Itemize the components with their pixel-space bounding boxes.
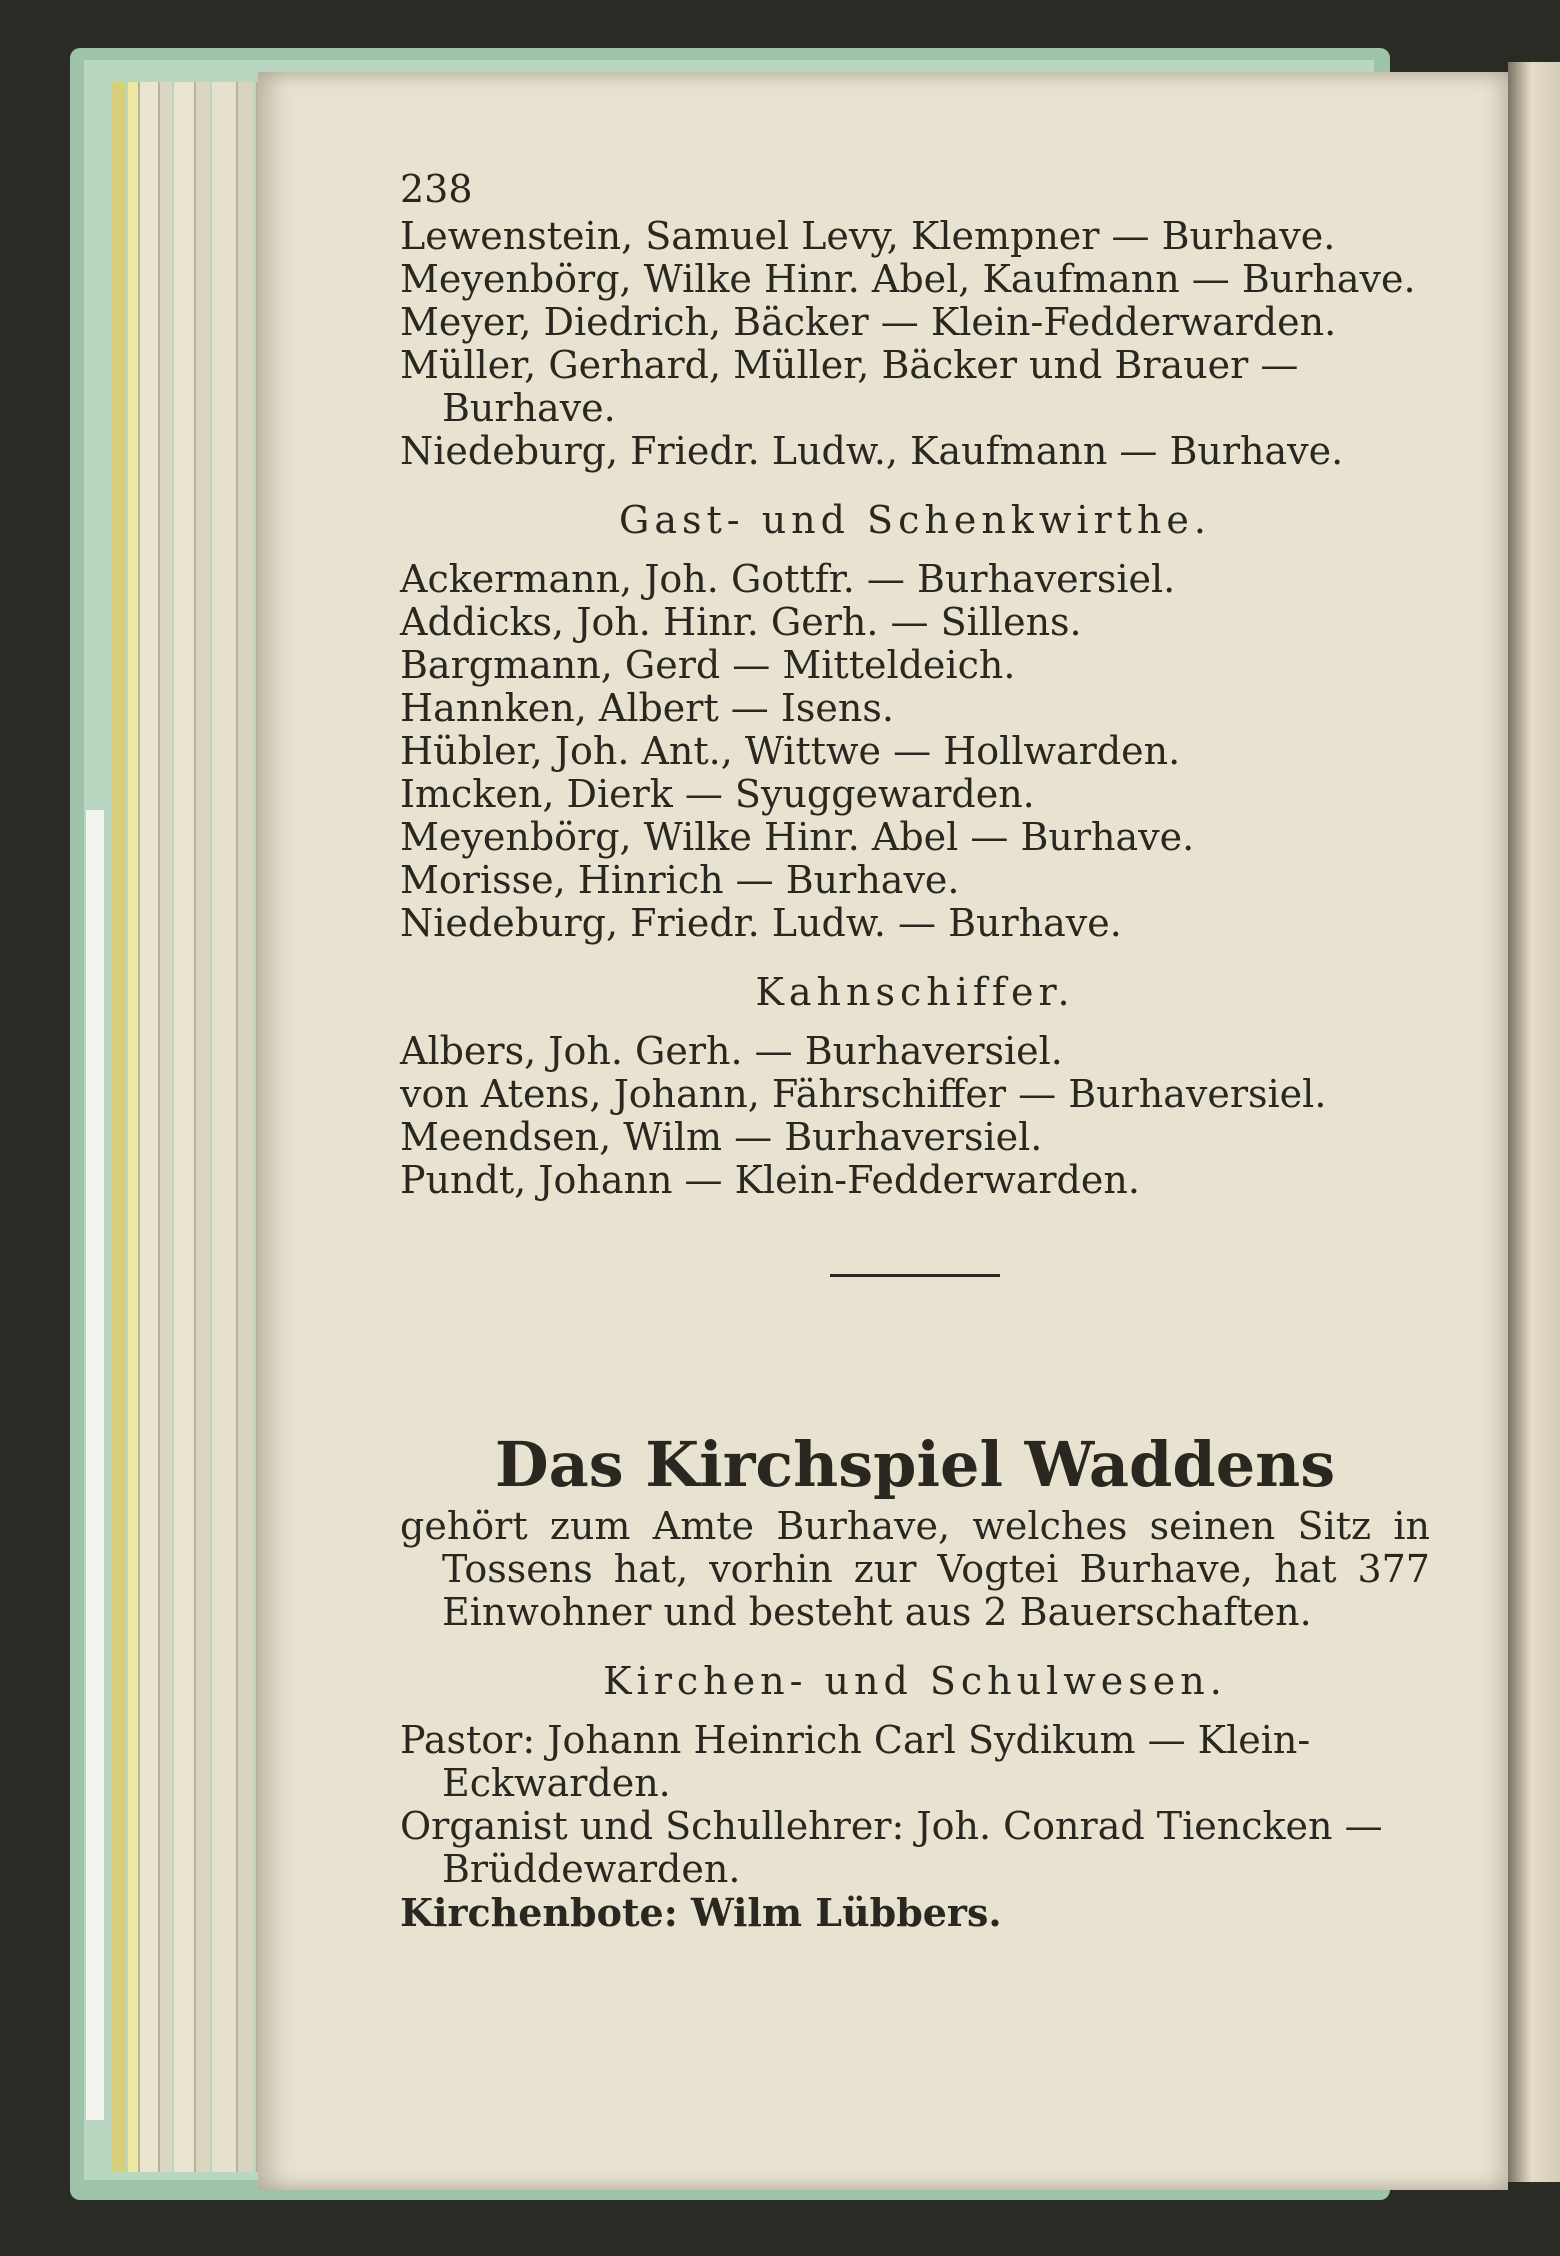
section-heading: Kirchen- und Schulwesen. [603, 1659, 1227, 1703]
directory-block [400, 215, 1430, 473]
list-item: Addicks, Joh. Hinr. Gerh. — Sillens. [400, 600, 1082, 644]
page-edge [112, 82, 126, 2172]
list-item: Müller, Gerhard, Müller, Bäcker und Brauer — Burhave. [400, 343, 1299, 430]
list-item: Morisse, Hinrich — Burhave. [400, 858, 960, 902]
parish-description: gehört zum Amte Burhave, welches seinen Sitz in Tossens hat, vorhin zur Vogtei Burhave, hat 377 Einwohner und besteht aus 2 Bauerschaften. [400, 1504, 1430, 1634]
section-divider [830, 1274, 1000, 1277]
facing-page-edge [1508, 62, 1560, 2182]
list-item: Hannken, Albert — Isens. [400, 686, 894, 730]
page-text [400, 168, 1430, 1934]
list-item: Lewenstein, Samuel Levy, Klempner — Burhave. [400, 214, 1336, 258]
list-item: Pastor: Johann Heinrich Carl Sydikum — Klein-Eckwarden. [400, 1718, 1311, 1805]
section-heading: Gast- und Schenkwirthe. [619, 498, 1211, 542]
church-list [400, 1719, 1430, 1934]
list-item: Albers, Joh. Gerh. — Burhaversiel. [400, 1029, 1063, 1073]
page-edge [212, 82, 236, 2172]
parish-title: Das Kirchspiel Waddens [494, 1428, 1336, 1501]
innkeepers-list [400, 558, 1430, 945]
list-item: von Atens, Johann, Fährschiffer — Burhaversiel. [400, 1072, 1327, 1116]
page-number: 238 [400, 167, 473, 211]
book-page [258, 72, 1508, 2190]
paper-strip [86, 810, 104, 2120]
list-item: Hübler, Joh. Ant., Wittwe — Hollwarden. [400, 729, 1181, 773]
list-item: Organist und Schullehrer: Joh. Conrad Tiencken — Brüddewarden. [400, 1804, 1383, 1891]
list-item: Meyenbörg, Wilke Hinr. Abel, Kaufmann — Burhave. [400, 257, 1416, 301]
page-edge-line [194, 82, 196, 2172]
page-edge [238, 82, 254, 2172]
list-item: Meyer, Diedrich, Bäcker — Klein-Fedderwarden. [400, 300, 1337, 344]
list-item: Meendsen, Wilm — Burhaversiel. [400, 1115, 1043, 1159]
page-edge-line [158, 82, 160, 2172]
list-item: Kirchenbote: Wilm Lübbers. [400, 1890, 1002, 1935]
list-item: Niedeburg, Friedr. Ludw. — Burhave. [400, 901, 1122, 945]
list-item: Pundt, Johann — Klein-Fedderwarden. [400, 1158, 1140, 1202]
page-edge-line [236, 82, 238, 2172]
page-edge [140, 82, 158, 2172]
page-edge [196, 82, 210, 2172]
page-edge [174, 82, 194, 2172]
list-item: Ackermann, Joh. Gottfr. — Burhaversiel. [400, 557, 1176, 601]
list-item: Meyenbörg, Wilke Hinr. Abel — Burhave. [400, 815, 1195, 859]
list-item: Imcken, Dierk — Syuggewarden. [400, 772, 1035, 816]
list-item: Bargmann, Gerd — Mitteldeich. [400, 643, 1016, 687]
boatmen-list [400, 1030, 1430, 1202]
page-edge [160, 82, 172, 2172]
page-edge [128, 82, 138, 2172]
list-item: Niedeburg, Friedr. Ludw., Kaufmann — Burhave. [400, 429, 1344, 473]
section-heading: Kahnschiffer. [755, 970, 1075, 1014]
page-edge-line [138, 82, 140, 2172]
